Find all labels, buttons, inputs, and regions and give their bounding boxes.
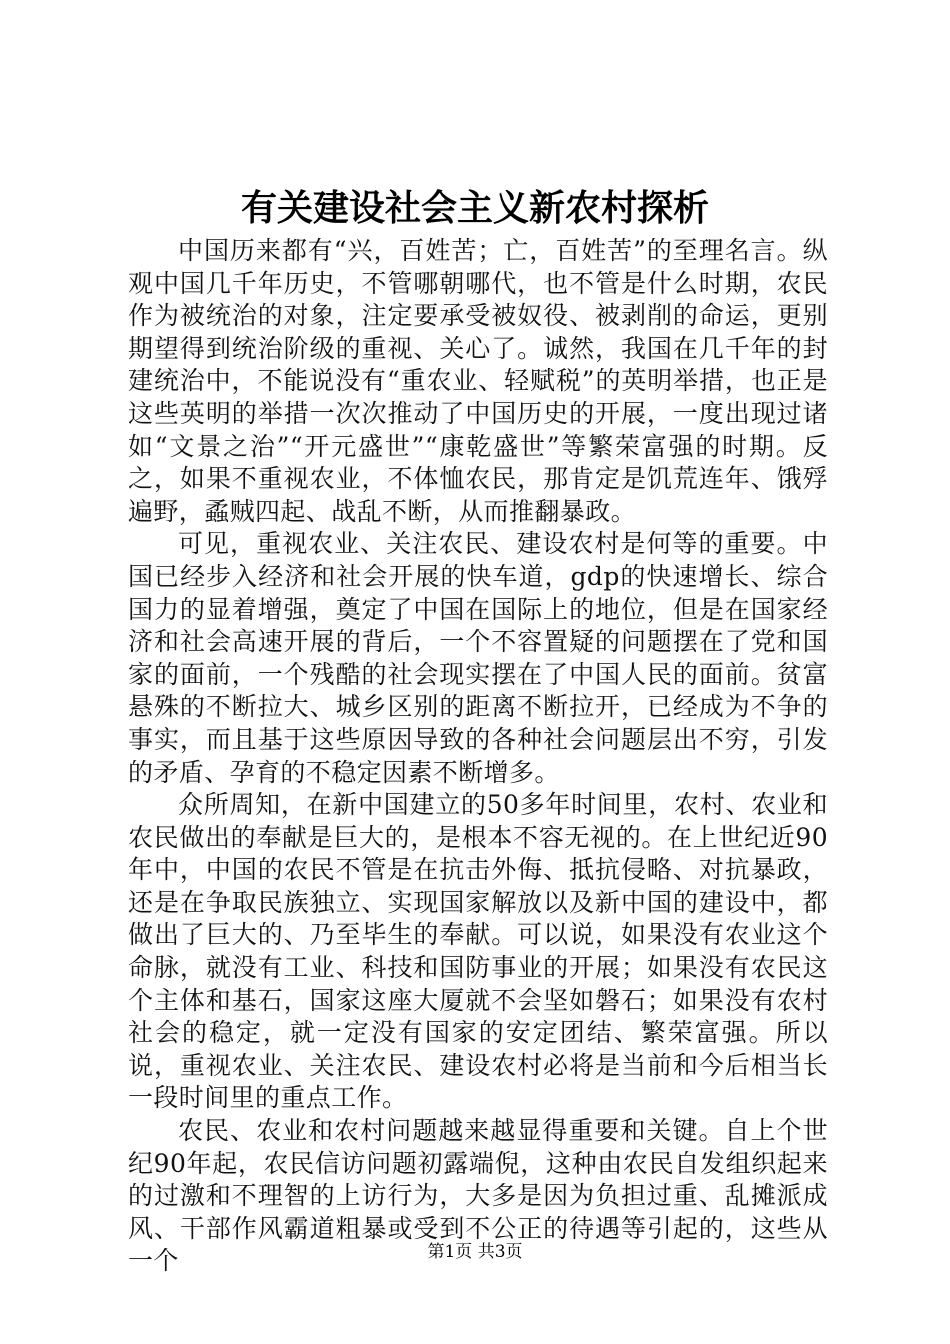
document-title: 有关建设社会主义新农村探析 — [240, 187, 709, 229]
paragraph: 众所周知，在新中国建立的50多年时间里，农村、农业和农民做出的奉献是巨大的，是根本不容无视的。在上世纪近90年中，中国的农民不管是在抗击外侮、抵抗侵略、对抗暴政，还是在争取民族独立、实现国家解放以及新中国的建设中，都做出了巨大的、乃至毕生的奉献。可以说，如果没有农业这个命脉，就没有工业、科技和国防事业的开展；如果没有农民这个主体和基石，国家这座大厦就不会坚如磐石；如果没有农村社会的稳定，就一定没有国家的安定团结、繁荣富强。所以说，重视农业、关注农民、建设农村必将是当前和今后相当长一段时间里的重点工作。 — [128, 790, 828, 1113]
paragraph: 可见，重视农业、关注农民、建设农村是何等的重要。中国已经步入经济和社会开展的快车道，gdp的快速增长、综合国力的显着增强，奠定了中国在国际上的地位，但是在国家经济和社会高速开展的背后，一个不容置疑的问题摆在了党和国家的面前，一个残酷的社会现实摆在了中国人民的面前。贫富悬殊的不断拉大、城乡区别的距离不断拉开，已经成为不争的事实，而且基于这些原因导致的各种社会问题层出不穷，引发的矛盾、孕育的不稳定因素不断增多。 — [128, 529, 828, 787]
document-body — [128, 235, 828, 1278]
page-footer: 第1页 共3页 — [427, 1242, 523, 1262]
paragraph: 农民、农业和农村问题越来越显得重要和关键。自上个世纪90年起，农民信访问题初露端倪，这种由农民自发组织起来的过激和不理智的上访行为，大多是因为负担过重、乱摊派成风、干部作风霸道粗暴或受到不公正的待遇等引起的，这些从一个 — [128, 1116, 828, 1276]
paragraph: 中国历来都有“兴，百姓苦；亡，百姓苦”的至理名言。纵观中国几千年历史，不管哪朝哪代，也不管是什么时期，农民作为被统治的对象，注定要承受被奴役、被剥削的命运，更别期望得到统治阶级的重视、关心了。诚然，我国在几千年的封建统治中，不能说没有“重农业、轻赋税”的英明举措，也正是这些英明的举措一次次推动了中国历史的开展，一度出现过诸如“文景之治”“开元盛世”“康乾盛世”等繁荣富强的时期。反之，如果不重视农业，不体恤农民，那肯定是饥荒连年、饿殍遍野，蟊贼四起、战乱不断，从而推翻暴政。 — [128, 236, 828, 526]
